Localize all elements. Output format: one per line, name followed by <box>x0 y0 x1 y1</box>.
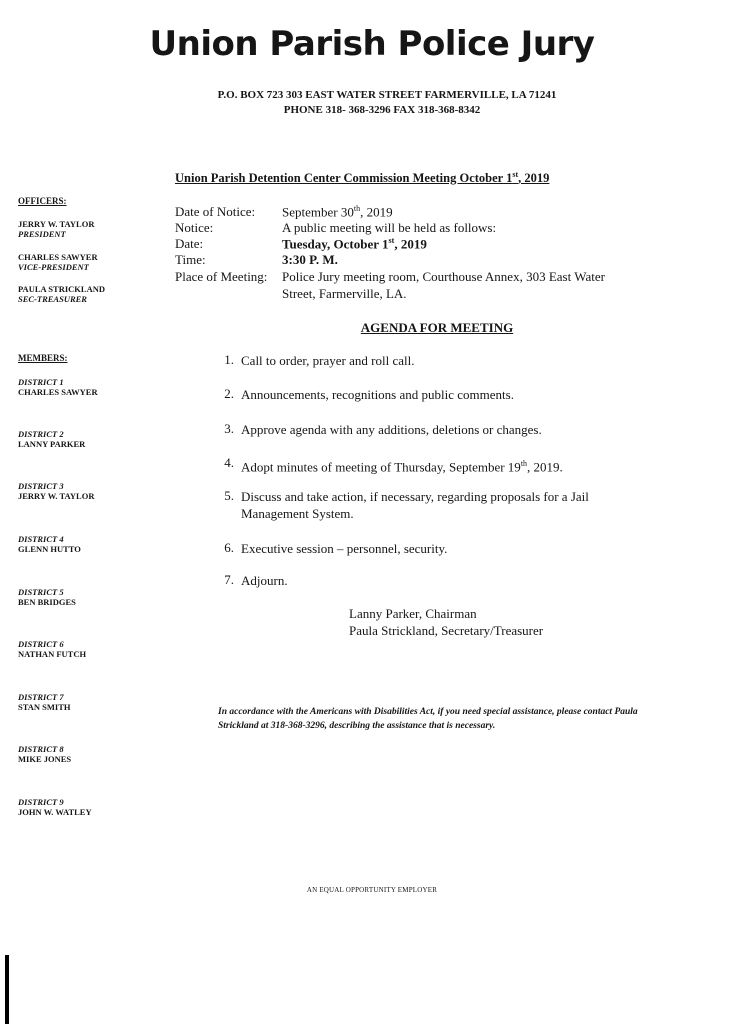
officer-role: VICE-PRESIDENT <box>18 262 89 272</box>
date-value <box>282 236 427 252</box>
agenda-item: Discuss and take action, if necessary, regarding proposals for a Jail Management System. <box>241 489 589 521</box>
agenda-item <box>241 455 681 475</box>
date-label: Date: <box>175 236 204 251</box>
agenda-item: Adjourn. <box>241 573 288 588</box>
meeting-heading <box>175 170 549 186</box>
member-district: DISTRICT 8 <box>18 744 64 754</box>
member-name: NATHAN FUTCH <box>18 649 87 659</box>
address-line: P.O. BOX 723 303 EAST WATER STREET FARMERVILLE, LA 71241 <box>217 89 557 101</box>
member-name: GLENN HUTTO <box>18 544 81 554</box>
officer-name: PAULA STRICKLAND <box>18 284 105 294</box>
place-label: Place of Meeting: <box>175 269 268 284</box>
agenda-item-text: Adopt minutes of meeting of Thursday, September 19 <box>241 459 521 475</box>
secretary-signature: Paula Strickland, Secretary/Treasurer <box>349 623 544 638</box>
agenda-item-number: 5. <box>224 488 234 503</box>
officer-name: JERRY W. TAYLOR <box>18 219 95 229</box>
member-district: DISTRICT 2 <box>18 429 64 439</box>
date-of-notice-sup: th <box>353 204 361 213</box>
phone-fax-line: PHONE 318- 368-3296 FAX 318-368-8342 <box>283 104 481 116</box>
agenda-item: Approve agenda with any additions, deletions or changes. <box>241 422 542 437</box>
date-year: , 2019 <box>394 236 427 252</box>
member-name: BEN BRIDGES <box>18 597 76 607</box>
meeting-heading-sup: st <box>512 170 519 179</box>
date-of-notice-text: September 30 <box>282 204 354 220</box>
officer-role: SEC-TREASURER <box>18 294 87 304</box>
agenda-item-number: 7. <box>224 572 234 587</box>
member-district: DISTRICT 9 <box>18 797 64 807</box>
member-name: MIKE JONES <box>18 754 72 764</box>
place-line-2: Street, Farmerville, LA. <box>282 286 407 301</box>
member-name: JOHN W. WATLEY <box>18 807 92 817</box>
member-name: CHARLES SAWYER <box>18 387 98 397</box>
agenda-item: Announcements, recognitions and public comments. <box>241 387 514 402</box>
footer-text: AN EQUAL OPPORTUNITY EMPLOYER <box>306 886 438 894</box>
agenda-item-number: 3. <box>224 421 234 436</box>
agenda-item: Call to order, prayer and roll call. <box>241 353 415 368</box>
agenda-item-number: 4. <box>224 455 234 470</box>
meeting-heading-text: Union Parish Detention Center Commission Meeting October 1 <box>175 171 513 186</box>
member-name: JERRY W. TAYLOR <box>18 491 95 501</box>
agenda-item-number: 1. <box>224 352 234 367</box>
member-district: DISTRICT 4 <box>18 534 64 544</box>
officer-name: CHARLES SAWYER <box>18 252 98 262</box>
agenda-title: AGENDA FOR MEETING <box>360 320 514 335</box>
agenda-item-number: 6. <box>224 540 234 555</box>
member-district: DISTRICT 3 <box>18 481 64 491</box>
ada-notice: In accordance with the Americans with Disabilities Act, if you need special assistance, please contact Paula Strickland at 318-368-3296, describing the assistance that is necessary. <box>218 707 638 731</box>
chairman-signature: Lanny Parker, Chairman <box>349 606 477 621</box>
date-of-notice-label: Date of Notice: <box>175 204 256 219</box>
meeting-heading-year: , 2019 <box>518 171 550 186</box>
members-heading: MEMBERS: <box>18 353 68 363</box>
notice-value: A public meeting will be held as follows: <box>282 220 497 235</box>
date-text: Tuesday, October 1 <box>282 236 389 252</box>
organization-title: Union Parish Police Jury <box>149 24 595 64</box>
agenda-item: Executive session – personnel, security. <box>241 541 448 556</box>
time-label: Time: <box>175 252 206 267</box>
agenda-item-end: , 2019. <box>527 459 563 475</box>
member-name: STAN SMITH <box>18 702 71 712</box>
agenda-item-sup: th <box>520 459 528 468</box>
date-sup: st <box>388 236 395 245</box>
officer-role: PRESIDENT <box>18 229 66 239</box>
notice-label: Notice: <box>175 220 214 235</box>
time-value: 3:30 P. M. <box>282 252 338 267</box>
date-of-notice-year: , 2019 <box>360 204 393 220</box>
member-name: LANNY PARKER <box>18 439 86 449</box>
member-district: DISTRICT 7 <box>18 692 64 702</box>
agenda-item-number: 2. <box>224 386 234 401</box>
member-district: DISTRICT 5 <box>18 587 64 597</box>
officers-heading: OFFICERS: <box>18 196 67 206</box>
date-of-notice-value <box>282 204 393 220</box>
member-district: DISTRICT 1 <box>18 377 64 387</box>
member-district: DISTRICT 6 <box>18 639 64 649</box>
scan-edge-mark <box>5 955 9 1024</box>
place-line-1: Police Jury meeting room, Courthouse Annex, 303 East Water <box>282 269 605 284</box>
